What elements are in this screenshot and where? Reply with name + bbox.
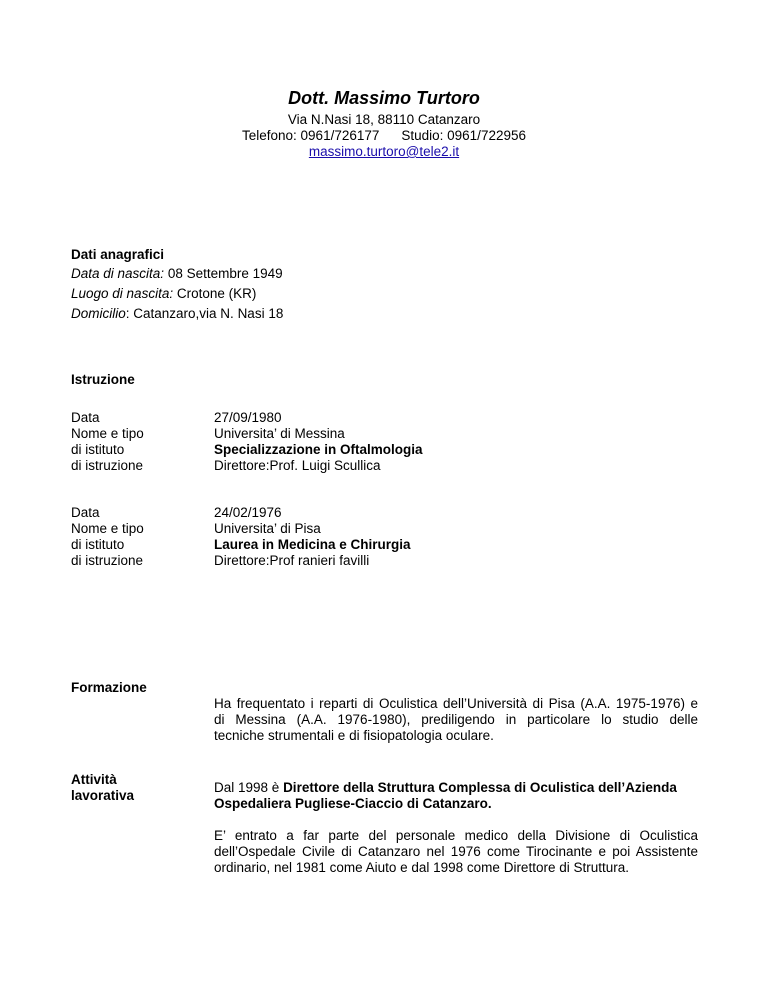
entry-director: Direttore:Prof ranieri favilli <box>214 553 370 568</box>
formazione-heading: Formazione <box>71 680 147 695</box>
label-nome-tipo: Nome e tipo <box>71 426 144 441</box>
attivita-heading-line: Attività <box>71 772 117 787</box>
label-data: Data <box>71 505 100 520</box>
birth-place-label: Luogo di nascita: <box>71 286 174 301</box>
label-istituto: di istituto <box>71 442 125 457</box>
istruzione-heading: Istruzione <box>71 372 135 387</box>
attivita-line: ordinario, nel 1981 come Aiuto e dal 1998 come Direttore di Struttura. <box>214 860 629 875</box>
label-data: Data <box>71 410 100 425</box>
entry-1-values <box>214 410 423 474</box>
entry-institute: Universita’ di Messina <box>214 426 345 441</box>
attivita-line: E’ entrato a far parte del personale medico della Divisione di Oculistica <box>214 828 698 843</box>
attivita-intro: Dal 1998 è <box>214 780 284 795</box>
doctor-name: Dott. Massimo Turtoro <box>288 88 480 108</box>
birth-place-value: Crotone (KR) <box>173 286 257 301</box>
label-istruzione: di istruzione <box>71 458 144 473</box>
birth-date-label: Data di nascita: <box>71 266 165 281</box>
entry-2-values <box>214 505 411 569</box>
entry-title: Laurea in Medicina e Chirurgia <box>214 537 411 552</box>
entry-2-labels <box>71 505 144 569</box>
birth-date <box>71 266 283 282</box>
attivita-heading-line: lavorativa <box>71 788 135 803</box>
entry-date: 24/02/1976 <box>214 505 282 520</box>
attivita-history-text <box>214 828 698 876</box>
email-line <box>0 144 768 160</box>
attivita-director-line <box>214 780 698 796</box>
label-istituto: di istituto <box>71 537 125 552</box>
studio-number: Studio: 0961/722956 <box>401 128 526 143</box>
entry-1-labels <box>71 410 144 474</box>
attivita-heading <box>71 772 134 804</box>
attivita-line: dell’Ospedale Civile di Catanzaro nel 1976 come Tirocinante e poi Assistente <box>214 844 698 859</box>
label-istruzione: di istruzione <box>71 553 144 568</box>
email-link[interactable]: massimo.turtoro@tele2.it <box>308 144 460 159</box>
attivita-hospital: Ospedaliera Pugliese-Ciaccio di Catanzaro. <box>214 796 492 811</box>
contact-line <box>0 128 768 144</box>
entry-director: Direttore:Prof. Luigi Scullica <box>214 458 381 473</box>
residence-value: : Catanzaro,via N. Nasi 18 <box>125 306 284 321</box>
residence <box>71 306 283 322</box>
birth-place <box>71 286 256 302</box>
formazione-line: Ha frequentato i reparti di Oculistica dell’Università di Pisa (A.A. 1975-1976) e <box>214 696 698 711</box>
entry-title: Specializzazione in Oftalmologia <box>214 442 423 457</box>
birth-date-value: 08 Settembre 1949 <box>164 266 283 281</box>
phone-number: Telefono: 0961/726177 <box>242 128 380 143</box>
formazione-line: di Messina (A.A. 1976-1980), prediligendo in particolare lo studio delle <box>214 712 698 727</box>
address-line: Via N.Nasi 18, 88110 Catanzaro <box>287 112 481 127</box>
entry-institute: Universita’ di Pisa <box>214 521 321 536</box>
attivita-role: Direttore della Struttura Complessa di Oculistica dell’Azienda <box>283 780 677 795</box>
formazione-line: tecniche strumentali e di fisiopatologia oculare. <box>214 728 494 743</box>
label-nome-tipo: Nome e tipo <box>71 521 144 536</box>
formazione-text <box>214 696 698 744</box>
entry-date: 27/09/1980 <box>214 410 282 425</box>
residence-label: Domicilio <box>71 306 126 321</box>
attivita-director-text <box>214 780 698 812</box>
anagrafici-heading: Dati anagrafici <box>71 247 165 262</box>
